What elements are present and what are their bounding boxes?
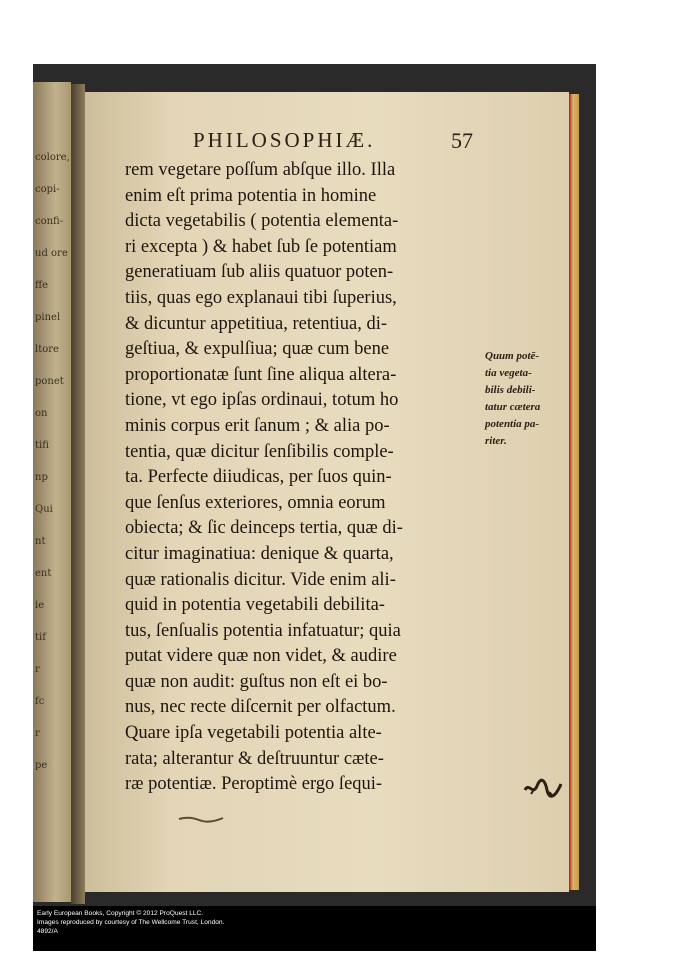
footer-copyright: Early European Books, Copyright © 2012 ProQuest LLC. (37, 910, 204, 917)
text-line: enim eſt prima potentia in homine (125, 185, 377, 206)
footer-courtesy: Images reproduced by courtesy of The Wellcome Trust, London. (37, 919, 225, 926)
text-line: putat videre quæ non videt, & audire (125, 646, 397, 667)
facing-page-fragment: r (35, 664, 40, 675)
text-line: proportionatæ ſunt ſine aliqua altera- (125, 364, 397, 385)
facing-page-fragment: copi- (35, 184, 60, 195)
text-line: ræ potentiæ. Peroptimè ergo ſequi- (125, 774, 383, 795)
text-line: rata; alterantur & deſtruuntur cæte- (125, 748, 384, 769)
text-line: generatiuam ſub aliis quatuor poten- (125, 262, 394, 283)
facing-page-fragment: Qui (35, 504, 53, 515)
footer-shelfmark: 4892/A (37, 928, 58, 935)
text-line: que ſenſus exteriores, omnia eorum (125, 492, 386, 513)
facing-page-fragment: nt (35, 536, 46, 547)
text-line: tus, ſenſualis potentia infatuatur; quia (125, 620, 401, 641)
ink-flourish-mark (523, 776, 563, 800)
ink-stain (177, 814, 227, 824)
page-number: 57 (451, 128, 473, 153)
page-header (193, 128, 493, 158)
text-line: Quare ipſa vegetabili potentia alte- (125, 723, 382, 744)
text-line: ri excepta ) & habet ſub ſe potentiam (125, 236, 397, 257)
text-line: & dicuntur appetitiua, retentiua, di- (125, 313, 387, 334)
text-line: quid in potentia vegetabili debilita- (125, 595, 385, 616)
marginal-note-line: bilis debili- (485, 384, 536, 396)
text-line: geſtiua, & expulſiua; quæ cum bene (125, 339, 390, 360)
page-fore-edge (569, 94, 579, 890)
text-line: quæ non audit: guſtus non eſt ei bo- (125, 671, 388, 692)
text-line: tiis, quas ego explanaui tibi ſuperius, (125, 287, 397, 308)
book-scan (33, 64, 596, 906)
facing-page-fragment: pinel (35, 312, 61, 323)
text-line: tentia, quæ dicitur ſenſibilis comple- (125, 441, 394, 462)
body-text (125, 158, 475, 798)
facing-page-fragment: ltore (35, 344, 59, 355)
text-line: minis corpus erit ſanum ; & alia po- (125, 415, 390, 436)
marginal-note-line: Quum potē- (485, 350, 540, 362)
text-line: dicta vegetabilis ( potentia elementa- (125, 211, 399, 232)
text-line: rem vegetare poſſum abſque illo. Illa (125, 160, 396, 180)
marginal-note-line: potentia pa- (485, 418, 540, 430)
copyright-footer (33, 906, 596, 951)
facing-page-fragment: confi- (35, 216, 64, 227)
running-head: PHILOSOPHIÆ. (193, 128, 376, 152)
facing-page-fragment: pe (35, 760, 48, 771)
facing-page-fragment: colore, (35, 152, 70, 163)
facing-page-fragment: ud ore (35, 248, 68, 259)
text-line: ta. Perfecte diiudicas, per ſuos quin- (125, 467, 392, 488)
text-line: obiecta; & ſic deinceps tertia, quæ di- (125, 518, 403, 539)
text-line: tione, vt ego ipſas ordinaui, totum ho (125, 390, 399, 411)
facing-page-fragment: tifi (35, 440, 49, 451)
facing-page-fragment: on (35, 408, 48, 419)
marginal-note-line: tia vegeta- (485, 367, 532, 379)
facing-page-fragment: ponet (35, 376, 64, 387)
facing-page-fragment: r (35, 728, 40, 739)
marginal-note-line: riter. (485, 435, 507, 447)
text-line: quæ rationalis dicitur. Vide enim ali- (125, 569, 396, 590)
facing-page-fragment: fc (35, 696, 45, 707)
marginal-note-line: tatur cætera (485, 401, 541, 413)
book-page (85, 92, 569, 892)
marginal-note (485, 348, 561, 450)
facing-page-edge (33, 82, 71, 902)
text-line: citur imaginatiua: denique & quarta, (125, 543, 394, 564)
facing-page-fragment: ie (35, 600, 45, 611)
facing-page-fragment: np (35, 472, 48, 483)
facing-page-fragment: ffe (35, 280, 49, 291)
text-line: nus, nec recte diſcernit per olfactum. (125, 697, 396, 718)
book-gutter (71, 84, 85, 904)
facing-page-fragment: tif (35, 632, 46, 643)
facing-page-fragment: ent (35, 568, 52, 579)
